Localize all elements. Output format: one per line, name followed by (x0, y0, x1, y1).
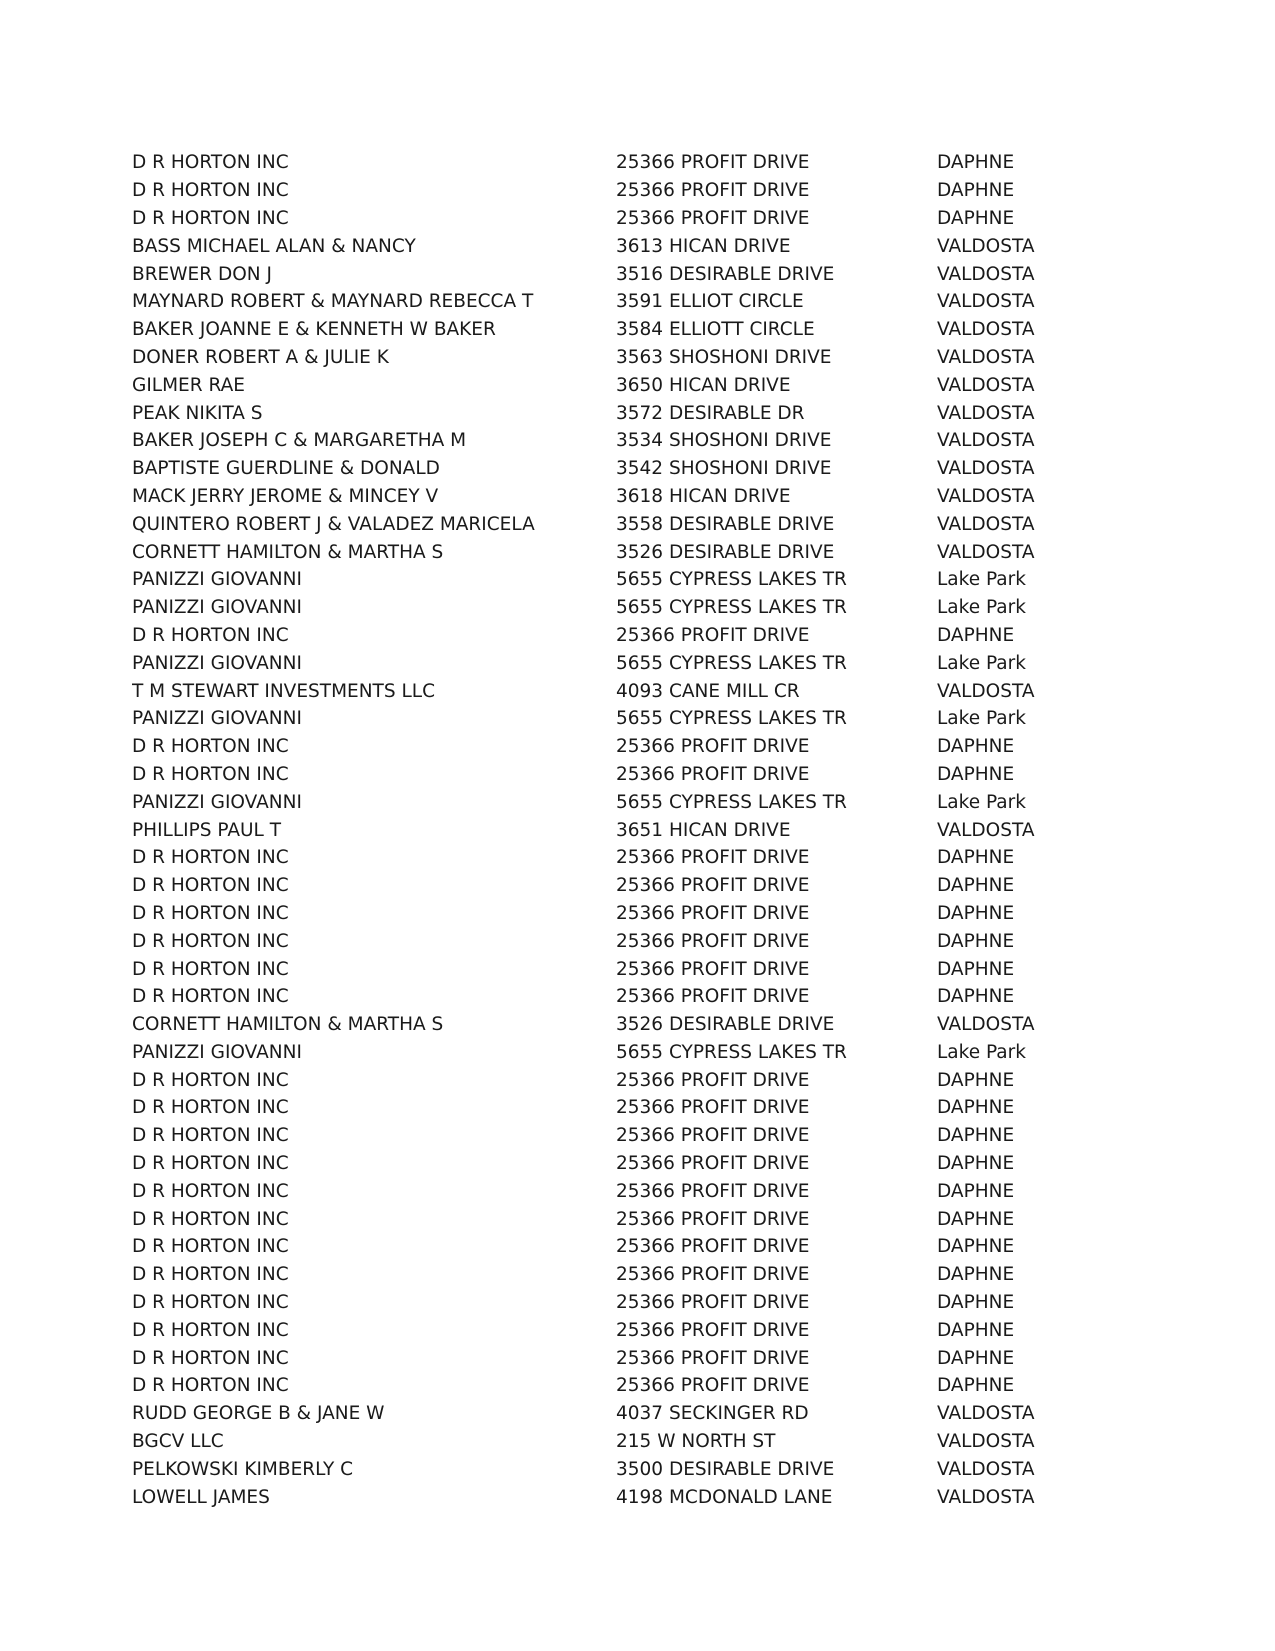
street-address: 4198 MCDONALD LANE (616, 1486, 833, 1508)
street-address: 25366 PROFIT DRIVE (616, 1069, 810, 1091)
owner-name: PELKOWSKI KIMBERLY C (132, 1458, 354, 1480)
owner-name: CORNETT HAMILTON & MARTHA S (132, 541, 444, 563)
city: VALDOSTA (937, 485, 1035, 507)
city: VALDOSTA (937, 402, 1035, 424)
owner-name: D R HORTON INC (132, 1375, 289, 1397)
city: VALDOSTA (937, 319, 1035, 341)
street-address: 25366 PROFIT DRIVE (616, 624, 810, 646)
street-address: 25366 PROFIT DRIVE (616, 1180, 810, 1202)
street-address: 25366 PROFIT DRIVE (616, 902, 810, 924)
city: DAPHNE (937, 1125, 1015, 1147)
city: DAPHNE (937, 847, 1015, 869)
owner-name: D R HORTON INC (132, 1180, 289, 1202)
table-row (132, 705, 1132, 733)
table-row (132, 1316, 1132, 1344)
street-address: 3542 SHOSHONI DRIVE (616, 458, 832, 480)
city: DAPHNE (937, 152, 1015, 174)
owner-name: LOWELL JAMES (132, 1486, 270, 1508)
street-address: 3651 HICAN DRIVE (616, 819, 791, 841)
owner-name: T M STEWART INVESTMENTS LLC (132, 680, 436, 702)
owner-name: D R HORTON INC (132, 1319, 289, 1341)
table-row (132, 733, 1132, 761)
table-row (132, 872, 1132, 900)
street-address: 3526 DESIRABLE DRIVE (616, 541, 835, 563)
owner-name: D R HORTON INC (132, 1097, 289, 1119)
street-address: 3500 DESIRABLE DRIVE (616, 1458, 835, 1480)
street-address: 3650 HICAN DRIVE (616, 374, 791, 396)
table-row (132, 955, 1132, 983)
owner-name: PANIZZI GIOVANNI (132, 1041, 302, 1063)
table-row (132, 399, 1132, 427)
table-row (132, 816, 1132, 844)
city: VALDOSTA (937, 513, 1035, 535)
street-address: 3613 HICAN DRIVE (616, 235, 791, 257)
table-row (132, 1122, 1132, 1150)
street-address: 5655 CYPRESS LAKES TR (616, 652, 847, 674)
city: VALDOSTA (937, 263, 1035, 285)
table-row (132, 594, 1132, 622)
table-row (132, 260, 1132, 288)
city: VALDOSTA (937, 430, 1035, 452)
owner-name: D R HORTON INC (132, 1347, 289, 1369)
street-address: 25366 PROFIT DRIVE (616, 1208, 810, 1230)
street-address: 25366 PROFIT DRIVE (616, 1347, 810, 1369)
street-address: 4093 CANE MILL CR (616, 680, 800, 702)
street-address: 3563 SHOSHONI DRIVE (616, 346, 832, 368)
city: Lake Park (937, 569, 1026, 591)
street-address: 25366 PROFIT DRIVE (616, 958, 810, 980)
table-row (132, 371, 1132, 399)
owner-name: BASS MICHAEL ALAN & NANCY (132, 235, 416, 257)
owner-name: D R HORTON INC (132, 930, 289, 952)
city: DAPHNE (937, 1375, 1015, 1397)
table-row (132, 1205, 1132, 1233)
owner-name: D R HORTON INC (132, 624, 289, 646)
owner-name: PANIZZI GIOVANNI (132, 569, 302, 591)
street-address: 3618 HICAN DRIVE (616, 485, 791, 507)
owner-name: PHILLIPS PAUL T (132, 819, 282, 841)
street-address: 25366 PROFIT DRIVE (616, 1264, 810, 1286)
table-row (132, 1483, 1132, 1511)
owner-name: D R HORTON INC (132, 958, 289, 980)
owner-name: MACK JERRY JEROME & MINCEY V (132, 485, 439, 507)
table-row (132, 1039, 1132, 1067)
owner-name: BAPTISTE GUERDLINE & DONALD (132, 458, 440, 480)
owner-name: BAKER JOANNE E & KENNETH W BAKER (132, 319, 496, 341)
table-row (132, 1094, 1132, 1122)
owner-name: D R HORTON INC (132, 1153, 289, 1175)
city: DAPHNE (937, 1069, 1015, 1091)
table-row (132, 566, 1132, 594)
street-address: 3572 DESIRABLE DR (616, 402, 805, 424)
street-address: 5655 CYPRESS LAKES TR (616, 1041, 847, 1063)
city: DAPHNE (937, 1208, 1015, 1230)
street-address: 25366 PROFIT DRIVE (616, 1153, 810, 1175)
table-row (132, 622, 1132, 650)
city: VALDOSTA (937, 1014, 1035, 1036)
street-address: 3516 DESIRABLE DRIVE (616, 263, 835, 285)
table-row (132, 344, 1132, 372)
owner-name: D R HORTON INC (132, 1292, 289, 1314)
street-address: 3591 ELLIOT CIRCLE (616, 291, 804, 313)
street-address: 25366 PROFIT DRIVE (616, 1292, 810, 1314)
table-row (132, 1428, 1132, 1456)
owner-name: BGCV LLC (132, 1431, 224, 1453)
street-address: 3584 ELLIOTT CIRCLE (616, 319, 815, 341)
city: Lake Park (937, 652, 1026, 674)
city: DAPHNE (937, 624, 1015, 646)
owner-name: D R HORTON INC (132, 1125, 289, 1147)
owner-name: MAYNARD ROBERT & MAYNARD REBECCA T (132, 291, 534, 313)
street-address: 25366 PROFIT DRIVE (616, 986, 810, 1008)
street-address: 5655 CYPRESS LAKES TR (616, 569, 847, 591)
city: DAPHNE (937, 763, 1015, 785)
street-address: 215 W NORTH ST (616, 1431, 776, 1453)
city: VALDOSTA (937, 1403, 1035, 1425)
table-row (132, 1344, 1132, 1372)
street-address: 25366 PROFIT DRIVE (616, 1375, 810, 1397)
city: VALDOSTA (937, 1458, 1035, 1480)
table-row (132, 927, 1132, 955)
city: VALDOSTA (937, 458, 1035, 480)
table-row (132, 1261, 1132, 1289)
city: VALDOSTA (937, 819, 1035, 841)
city: DAPHNE (937, 1180, 1015, 1202)
table-row (132, 483, 1132, 511)
city: VALDOSTA (937, 680, 1035, 702)
street-address: 3526 DESIRABLE DRIVE (616, 1014, 835, 1036)
table-row (132, 288, 1132, 316)
city: VALDOSTA (937, 374, 1035, 396)
street-address: 4037 SECKINGER RD (616, 1403, 809, 1425)
owner-name: D R HORTON INC (132, 152, 289, 174)
owner-name: PANIZZI GIOVANNI (132, 597, 302, 619)
table-row (132, 149, 1132, 177)
street-address: 3534 SHOSHONI DRIVE (616, 430, 832, 452)
owner-name: BAKER JOSEPH C & MARGARETHA M (132, 430, 467, 452)
city: DAPHNE (937, 1292, 1015, 1314)
city: DAPHNE (937, 1153, 1015, 1175)
city: DAPHNE (937, 875, 1015, 897)
owner-name: PEAK NIKITA S (132, 402, 263, 424)
table-row (132, 510, 1132, 538)
street-address: 25366 PROFIT DRIVE (616, 847, 810, 869)
owner-name: D R HORTON INC (132, 902, 289, 924)
owner-name: D R HORTON INC (132, 875, 289, 897)
city: DAPHNE (937, 736, 1015, 758)
city: DAPHNE (937, 902, 1015, 924)
table-row (132, 1150, 1132, 1178)
table-row (132, 844, 1132, 872)
owner-name: PANIZZI GIOVANNI (132, 791, 302, 813)
street-address: 25366 PROFIT DRIVE (616, 180, 810, 202)
street-address: 25366 PROFIT DRIVE (616, 763, 810, 785)
street-address: 5655 CYPRESS LAKES TR (616, 597, 847, 619)
table-row (132, 1233, 1132, 1261)
street-address: 25366 PROFIT DRIVE (616, 1097, 810, 1119)
table-row (132, 788, 1132, 816)
owner-name: D R HORTON INC (132, 1208, 289, 1230)
table-row (132, 983, 1132, 1011)
street-address: 25366 PROFIT DRIVE (616, 152, 810, 174)
city: DAPHNE (937, 1097, 1015, 1119)
table-row (132, 677, 1132, 705)
street-address: 25366 PROFIT DRIVE (616, 875, 810, 897)
owner-name: CORNETT HAMILTON & MARTHA S (132, 1014, 444, 1036)
street-address: 5655 CYPRESS LAKES TR (616, 791, 847, 813)
city: VALDOSTA (937, 346, 1035, 368)
street-address: 25366 PROFIT DRIVE (616, 736, 810, 758)
city: Lake Park (937, 1041, 1026, 1063)
table-row (132, 232, 1132, 260)
table-row (132, 316, 1132, 344)
owner-name: D R HORTON INC (132, 986, 289, 1008)
street-address: 3558 DESIRABLE DRIVE (616, 513, 835, 535)
table-row (132, 1066, 1132, 1094)
table-row (132, 455, 1132, 483)
table-row (132, 1289, 1132, 1317)
owner-name: DONER ROBERT A & JULIE K (132, 346, 389, 368)
table-row (132, 649, 1132, 677)
owner-name: D R HORTON INC (132, 1069, 289, 1091)
table-row (132, 1011, 1132, 1039)
owner-name: GILMER RAE (132, 374, 245, 396)
table-row (132, 1455, 1132, 1483)
city: DAPHNE (937, 180, 1015, 202)
city: DAPHNE (937, 207, 1015, 229)
street-address: 5655 CYPRESS LAKES TR (616, 708, 847, 730)
city: DAPHNE (937, 1347, 1015, 1369)
street-address: 25366 PROFIT DRIVE (616, 930, 810, 952)
owner-name: PANIZZI GIOVANNI (132, 708, 302, 730)
owner-address-table (132, 149, 1132, 1511)
city: Lake Park (937, 597, 1026, 619)
city: Lake Park (937, 708, 1026, 730)
street-address: 25366 PROFIT DRIVE (616, 1125, 810, 1147)
city: DAPHNE (937, 1236, 1015, 1258)
city: DAPHNE (937, 1319, 1015, 1341)
owner-name: D R HORTON INC (132, 736, 289, 758)
owner-name: D R HORTON INC (132, 180, 289, 202)
table-row (132, 177, 1132, 205)
street-address: 25366 PROFIT DRIVE (616, 1236, 810, 1258)
owner-name: D R HORTON INC (132, 1236, 289, 1258)
table-row (132, 427, 1132, 455)
owner-name: RUDD GEORGE B & JANE W (132, 1403, 385, 1425)
city: DAPHNE (937, 986, 1015, 1008)
table-row (132, 900, 1132, 928)
city: VALDOSTA (937, 1486, 1035, 1508)
city: VALDOSTA (937, 1431, 1035, 1453)
table-row (132, 1372, 1132, 1400)
owner-name: QUINTERO ROBERT J & VALADEZ MARICELA (132, 513, 535, 535)
owner-name: PANIZZI GIOVANNI (132, 652, 302, 674)
street-address: 25366 PROFIT DRIVE (616, 1319, 810, 1341)
table-row (132, 538, 1132, 566)
owner-name: D R HORTON INC (132, 207, 289, 229)
owner-name: D R HORTON INC (132, 763, 289, 785)
city: DAPHNE (937, 930, 1015, 952)
street-address: 25366 PROFIT DRIVE (616, 207, 810, 229)
city: VALDOSTA (937, 291, 1035, 313)
table-row (132, 205, 1132, 233)
owner-name: D R HORTON INC (132, 1264, 289, 1286)
city: DAPHNE (937, 1264, 1015, 1286)
table-row (132, 1400, 1132, 1428)
owner-name: D R HORTON INC (132, 847, 289, 869)
city: Lake Park (937, 791, 1026, 813)
table-row (132, 761, 1132, 789)
city: VALDOSTA (937, 541, 1035, 563)
table-row (132, 1177, 1132, 1205)
city: DAPHNE (937, 958, 1015, 980)
city: VALDOSTA (937, 235, 1035, 257)
owner-name: BREWER DON J (132, 263, 272, 285)
